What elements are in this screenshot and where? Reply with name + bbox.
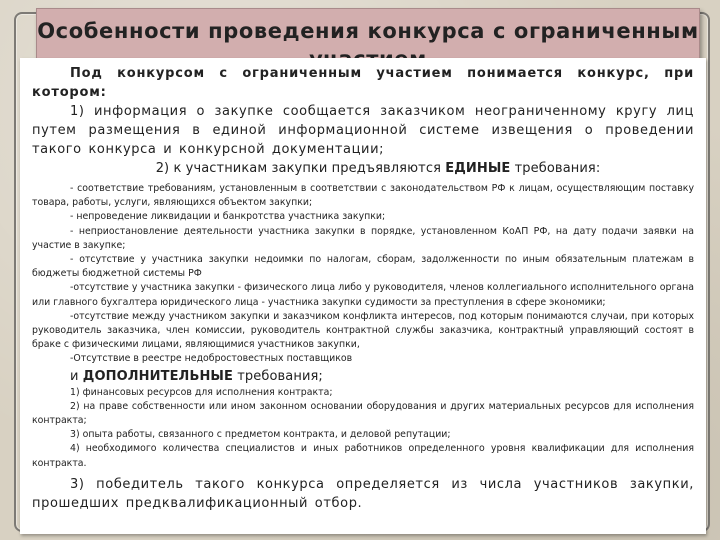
- item-2-prefix: 2) к участникам закупки предъявляются: [155, 161, 446, 176]
- item-2-emphasis: ЕДИНЫЕ: [445, 161, 511, 176]
- uniform-requirement: -Отсутствие в реестре недобростовестных поставщиков: [70, 353, 353, 365]
- slide-title: Особенности проведения конкурса с ограниченным: [37, 19, 699, 43]
- additional-heading-prefix: и: [70, 368, 83, 384]
- additional-requirement: 3) опыта работы, связанного с предметом контракта, и деловой репутации;: [70, 429, 451, 441]
- uniform-requirement: -отсутствие у участника закупки - физического лица либо у руководителя, членов коллегиального исполнительного органа или главного бухгалтера юридического лица - участника закупки судимости за преступления в сфере экономики;: [32, 282, 694, 308]
- content-panel: [20, 58, 706, 534]
- additional-heading-suffix: требования;: [232, 368, 323, 384]
- item-2: [32, 159, 694, 178]
- additional-requirement: 1) финансовых ресурсов для исполнения контракта;: [70, 386, 333, 398]
- additional-requirement: 4) необходимого количества специалистов и иных работников определенного уровня квалификации для исполнения контракта.: [32, 443, 694, 469]
- uniform-requirement: -отсутствие между участником закупки и заказчиком конфликта интересов, под которым понимаются случаи, при которых руководитель заказчика, член комиссии, руководитель контрактной службы заказчика, контрактный управляющий состоят в браке с физическими лицами, являющимися участников закупки,: [32, 310, 694, 351]
- additional-heading-emphasis: ДОПОЛНИТЕЛЬНЫЕ: [82, 368, 233, 384]
- additional-requirement: 2) на праве собственности или ином законном основании оборудования и других материальных ресурсов для исполнения контракта;: [32, 400, 694, 427]
- additional-heading: [32, 367, 694, 386]
- uniform-requirement: - соответствие требованиям, установленным в соответствии с законодательством РФ к лицам, осуществляющим поставку товара, работы, услуги, являющихся объектом закупки;: [32, 183, 694, 209]
- item-3: 3) победитель такого конкурса определяется из числа участников закупки, прошедших предквалификационный отбор.: [32, 476, 694, 511]
- uniform-requirement: - непроведение ликвидации и банкротства участника закупки;: [70, 211, 386, 223]
- intro-paragraph: Под конкурсом с ограниченным участием понимается конкурс, при котором:: [32, 66, 694, 100]
- item-2-suffix: требования:: [510, 161, 601, 176]
- item-1: 1) информация о закупке сообщается заказчиком неограниченному кругу лиц путем размещения в единой информационной системе извещения о проведении такого конкурса и конкурсной документации;: [32, 104, 694, 157]
- uniform-requirement: - отсутствие у участника закупки недоимки по налогам, сборам, задолженности по иным обязательным платежам в бюджеты бюджетной системы РФ: [32, 254, 694, 280]
- uniform-requirement: - неприостановление деятельности участника закупки в порядке, установленном КоАП РФ, на дату подачи заявки на участие в закупке;: [32, 225, 694, 251]
